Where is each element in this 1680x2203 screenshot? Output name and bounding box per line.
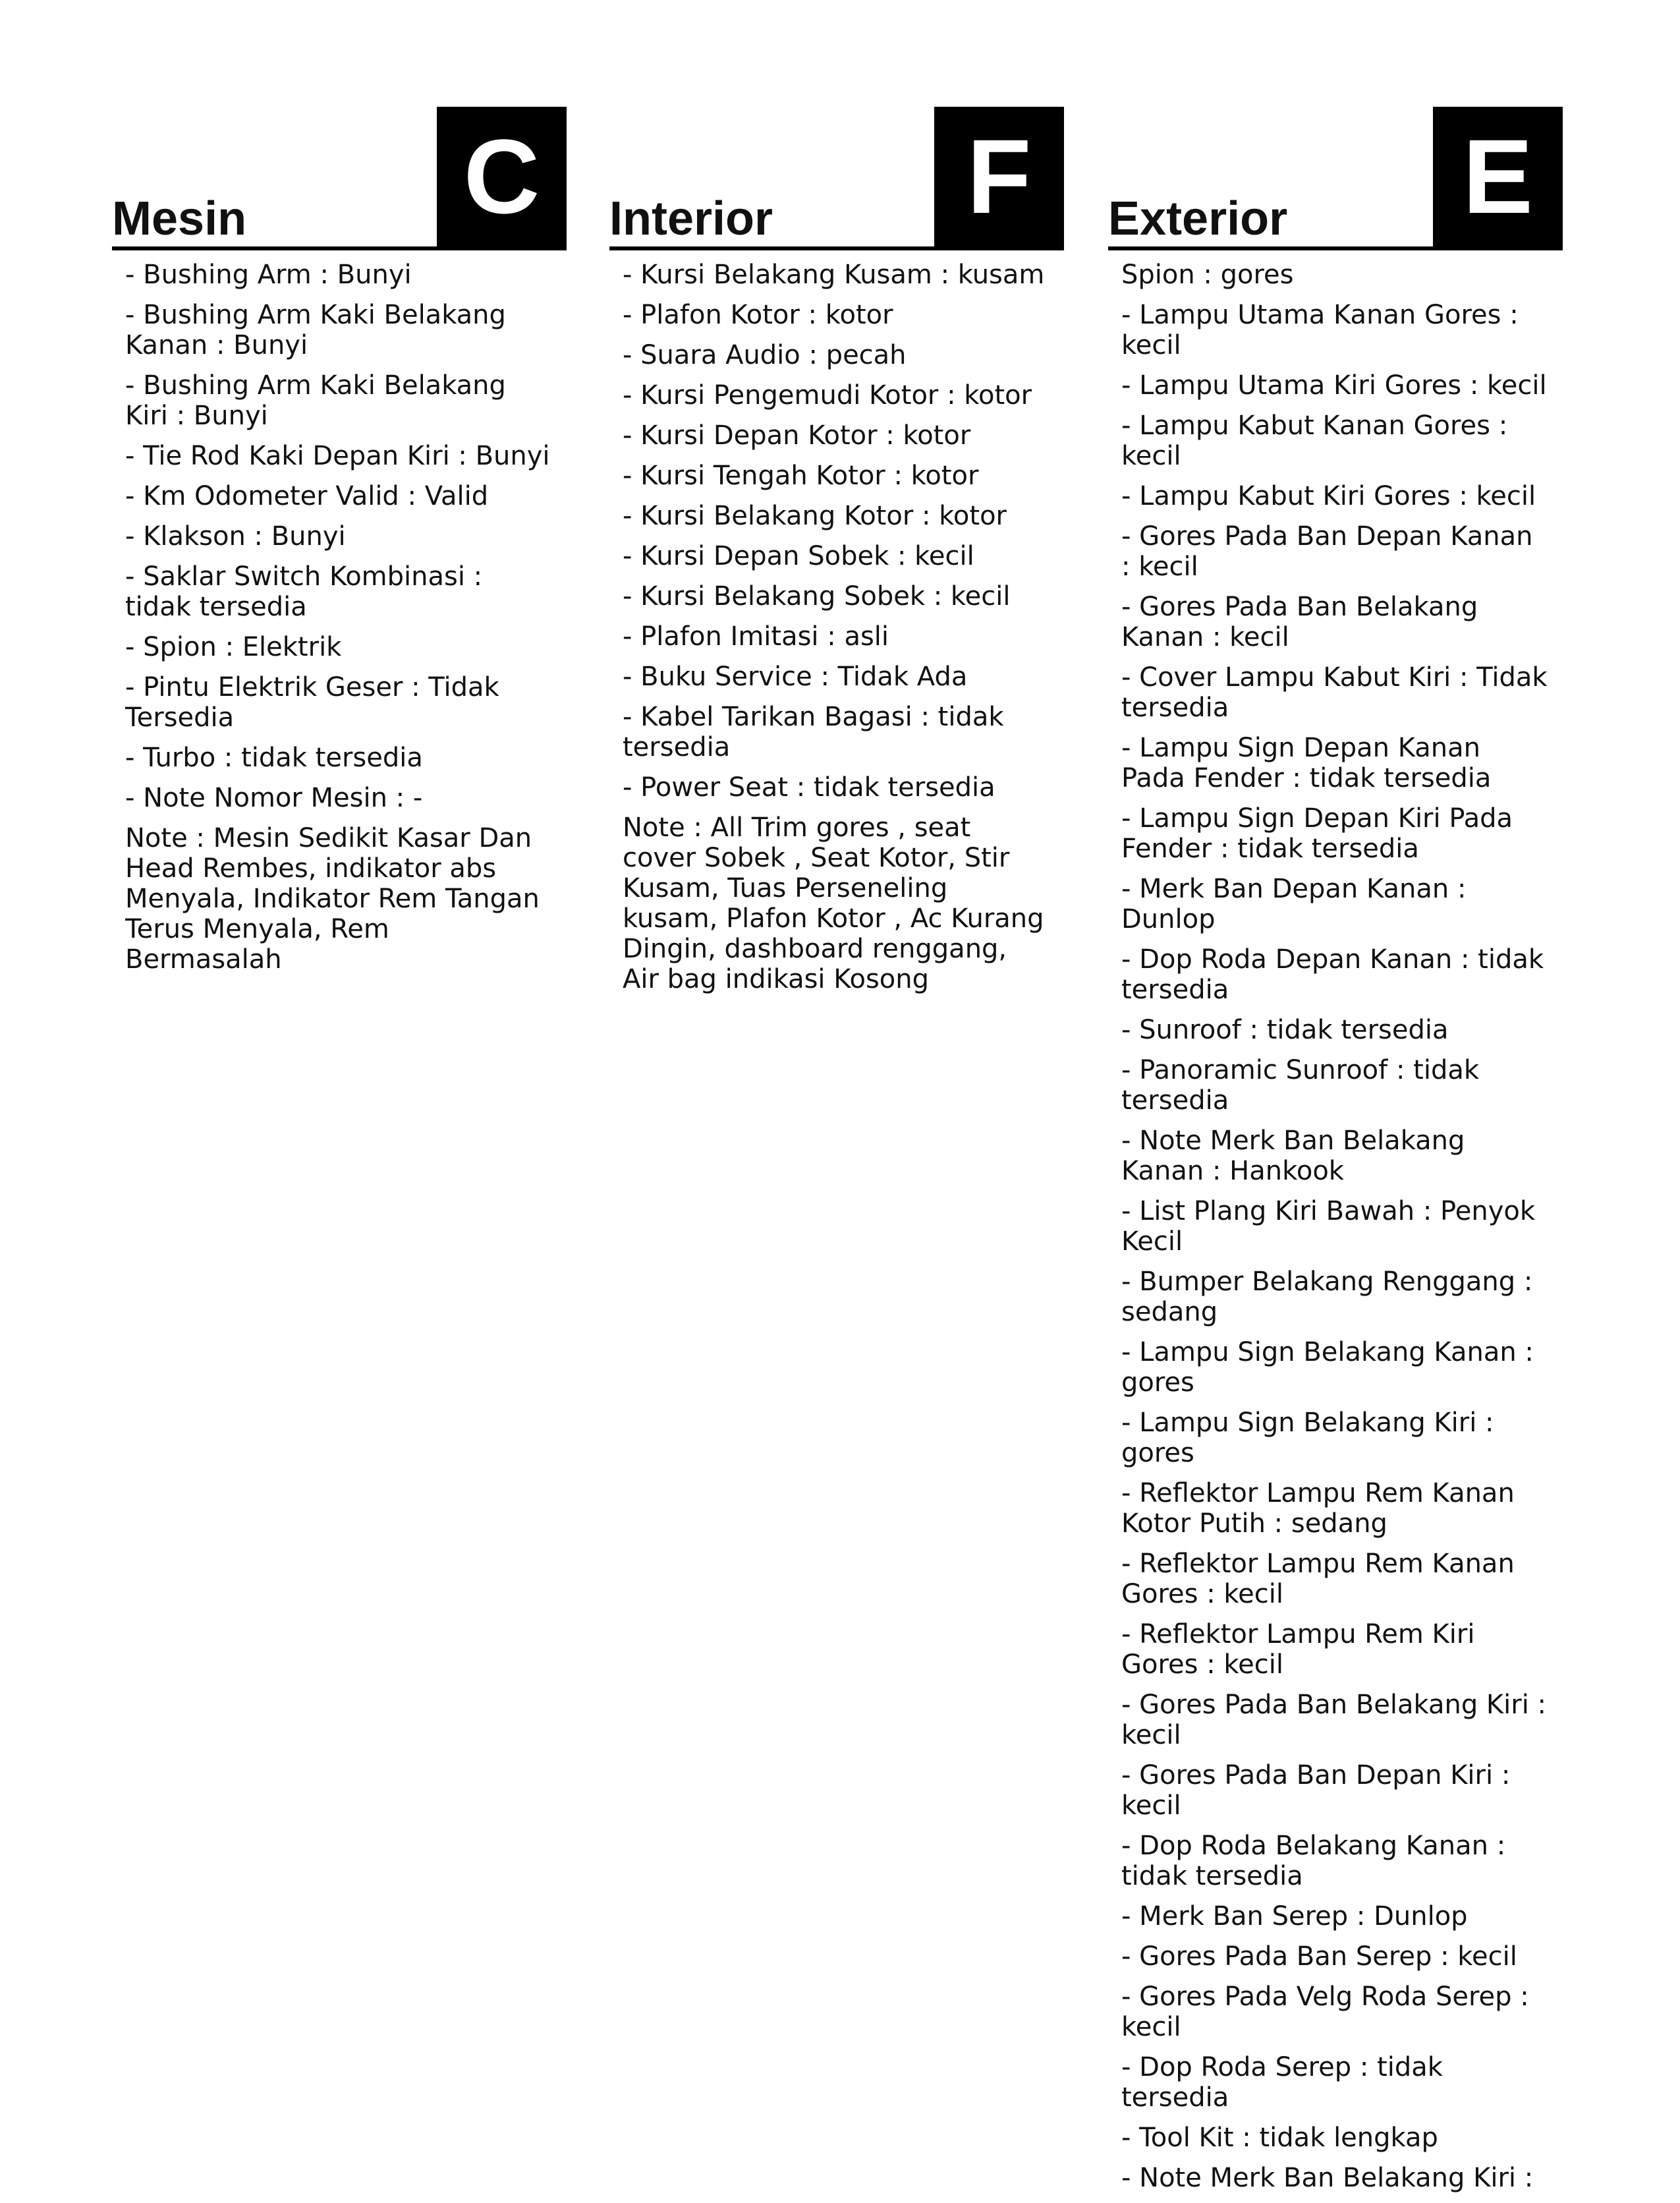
list-item: - Gores Pada Ban Belakang Kiri : kecil bbox=[1121, 1690, 1547, 1750]
item-list bbox=[1108, 250, 1550, 2193]
grade-badge: F bbox=[934, 107, 1064, 246]
list-item: - Panoramic Sunroof : tidak tersedia bbox=[1121, 1055, 1480, 1116]
list-item: - Gores Pada Ban Belakang Kanan : kecil bbox=[1121, 592, 1478, 652]
list-item: - Klakson : Bunyi bbox=[125, 521, 346, 552]
list-item: - Bushing Arm : Bunyi bbox=[125, 260, 412, 290]
grade-badge: C bbox=[437, 107, 567, 246]
list-item: - Cover Lampu Kabut Kiri : Tidak tersedia bbox=[1121, 662, 1548, 723]
list-item: - List Plang Kiri Bawah : Penyok Kecil bbox=[1121, 1196, 1536, 1257]
section-note: Note : All Trim gores , seat cover Sobek , Seat Kotor, Stir Kusam, Tuas Perseneling kusam, Plafon Kotor , Ac Kurang Dingin, dashboard renggang, Air bag indikasi Kosong bbox=[623, 813, 1044, 994]
list-item: - Sunroof : tidak tersedia bbox=[1121, 1015, 1449, 1045]
section-header bbox=[609, 107, 1064, 246]
list-item: - Dop Roda Serep : tidak tersedia bbox=[1121, 2052, 1443, 2113]
list-item: - Merk Ban Serep : Dunlop bbox=[1121, 1901, 1468, 1931]
list-item: - Note Merk Ban Belakang Kiri : bbox=[1121, 2163, 1534, 2193]
list-item: - Merk Ban Depan Kanan : Dunlop bbox=[1121, 874, 1467, 934]
list-item: - Gores Pada Ban Serep : kecil bbox=[1121, 1941, 1517, 1972]
section-mesin bbox=[112, 107, 567, 985]
list-item: - Gores Pada Ban Depan Kiri : kecil bbox=[1121, 1760, 1511, 1821]
list-item: - Kabel Tarikan Bagasi : tidak tersedia bbox=[623, 702, 1004, 762]
list-item: - Plafon Kotor : kotor bbox=[623, 300, 893, 330]
section-note: Note : Mesin Sedikit Kasar Dan Head Rembes, indikator abs Menyala, Indikator Rem Tangan Terus Menyala, Rem Bermasalah bbox=[125, 823, 540, 975]
list-item: - Dop Roda Depan Kanan : tidak tersedia bbox=[1121, 944, 1544, 1005]
list-item: - Lampu Kabut Kiri Gores : kecil bbox=[1121, 481, 1536, 511]
list-item: - Tool Kit : tidak lengkap bbox=[1121, 2123, 1438, 2153]
list-item: - Tie Rod Kaki Depan Kiri : Bunyi bbox=[125, 441, 550, 471]
list-item: - Saklar Switch Kombinasi : tidak tersedia bbox=[125, 561, 483, 622]
list-item: - Turbo : tidak tersedia bbox=[125, 743, 423, 773]
list-item: - Lampu Sign Belakang Kanan : gores bbox=[1121, 1337, 1534, 1398]
list-item: - Lampu Sign Depan Kanan Pada Fender : tidak tersedia bbox=[1121, 733, 1492, 793]
item-list bbox=[112, 250, 553, 975]
list-item: - Note Merk Ban Belakang Kanan : Hankook bbox=[1121, 1126, 1465, 1186]
item-list bbox=[609, 250, 1051, 994]
list-item: - Pintu Elektrik Geser : Tidak Tersedia bbox=[125, 672, 499, 733]
list-item: - Kursi Tengah Kotor : kotor bbox=[623, 461, 979, 491]
list-item: - Plafon Imitasi : asli bbox=[623, 621, 889, 652]
section-title: Mesin bbox=[112, 192, 247, 245]
list-item: - Gores Pada Ban Depan Kanan : kecil bbox=[1121, 521, 1533, 582]
section-title: Interior bbox=[609, 192, 773, 245]
list-item: Spion : gores bbox=[1121, 260, 1294, 290]
list-item: - Lampu Utama Kanan Gores : kecil bbox=[1121, 300, 1519, 360]
list-item: - Kursi Belakang Kusam : kusam bbox=[623, 260, 1045, 290]
list-item: - Reflektor Lampu Rem Kanan Kotor Putih : sedang bbox=[1121, 1478, 1515, 1539]
section-title: Exterior bbox=[1108, 192, 1288, 245]
section-exterior bbox=[1108, 107, 1563, 2203]
list-item: - Spion : Elektrik bbox=[125, 632, 342, 662]
list-item: - Reflektor Lampu Rem Kanan Gores : kecil bbox=[1121, 1549, 1515, 1609]
list-item: - Kursi Belakang Sobek : kecil bbox=[623, 581, 1011, 612]
list-item: - Lampu Utama Kiri Gores : kecil bbox=[1121, 370, 1547, 401]
list-item: - Lampu Sign Depan Kiri Pada Fender : tidak tersedia bbox=[1121, 803, 1513, 864]
list-item: - Suara Audio : pecah bbox=[623, 340, 907, 370]
list-item: - Lampu Kabut Kanan Gores : kecil bbox=[1121, 411, 1508, 471]
list-item: - Lampu Sign Belakang Kiri : gores bbox=[1121, 1408, 1494, 1468]
list-item: - Note Nomor Mesin : - bbox=[125, 783, 423, 813]
list-item: - Dop Roda Belakang Kanan : tidak tersedia bbox=[1121, 1831, 1506, 1891]
list-item: - Bushing Arm Kaki Belakang Kiri : Bunyi bbox=[125, 370, 506, 431]
section-interior bbox=[609, 107, 1064, 1004]
list-item: - Bumper Belakang Renggang : sedang bbox=[1121, 1267, 1533, 1327]
list-item: - Kursi Depan Kotor : kotor bbox=[623, 420, 971, 451]
list-item: - Buku Service : Tidak Ada bbox=[623, 662, 968, 692]
list-item: - Gores Pada Velg Roda Serep : kecil bbox=[1121, 1982, 1529, 2042]
grade-badge: E bbox=[1433, 107, 1563, 246]
list-item: - Kursi Pengemudi Kotor : kotor bbox=[623, 380, 1032, 411]
list-item: - Bushing Arm Kaki Belakang Kanan : Bunyi bbox=[125, 300, 506, 360]
list-item: - Reflektor Lampu Rem Kiri Gores : kecil bbox=[1121, 1619, 1475, 1680]
list-item: - Km Odometer Valid : Valid bbox=[125, 481, 489, 511]
list-item: - Kursi Depan Sobek : kecil bbox=[623, 541, 974, 571]
section-header bbox=[112, 107, 567, 246]
list-item: - Kursi Belakang Kotor : kotor bbox=[623, 501, 1007, 531]
section-header bbox=[1108, 107, 1563, 246]
list-item: - Power Seat : tidak tersedia bbox=[623, 772, 995, 803]
